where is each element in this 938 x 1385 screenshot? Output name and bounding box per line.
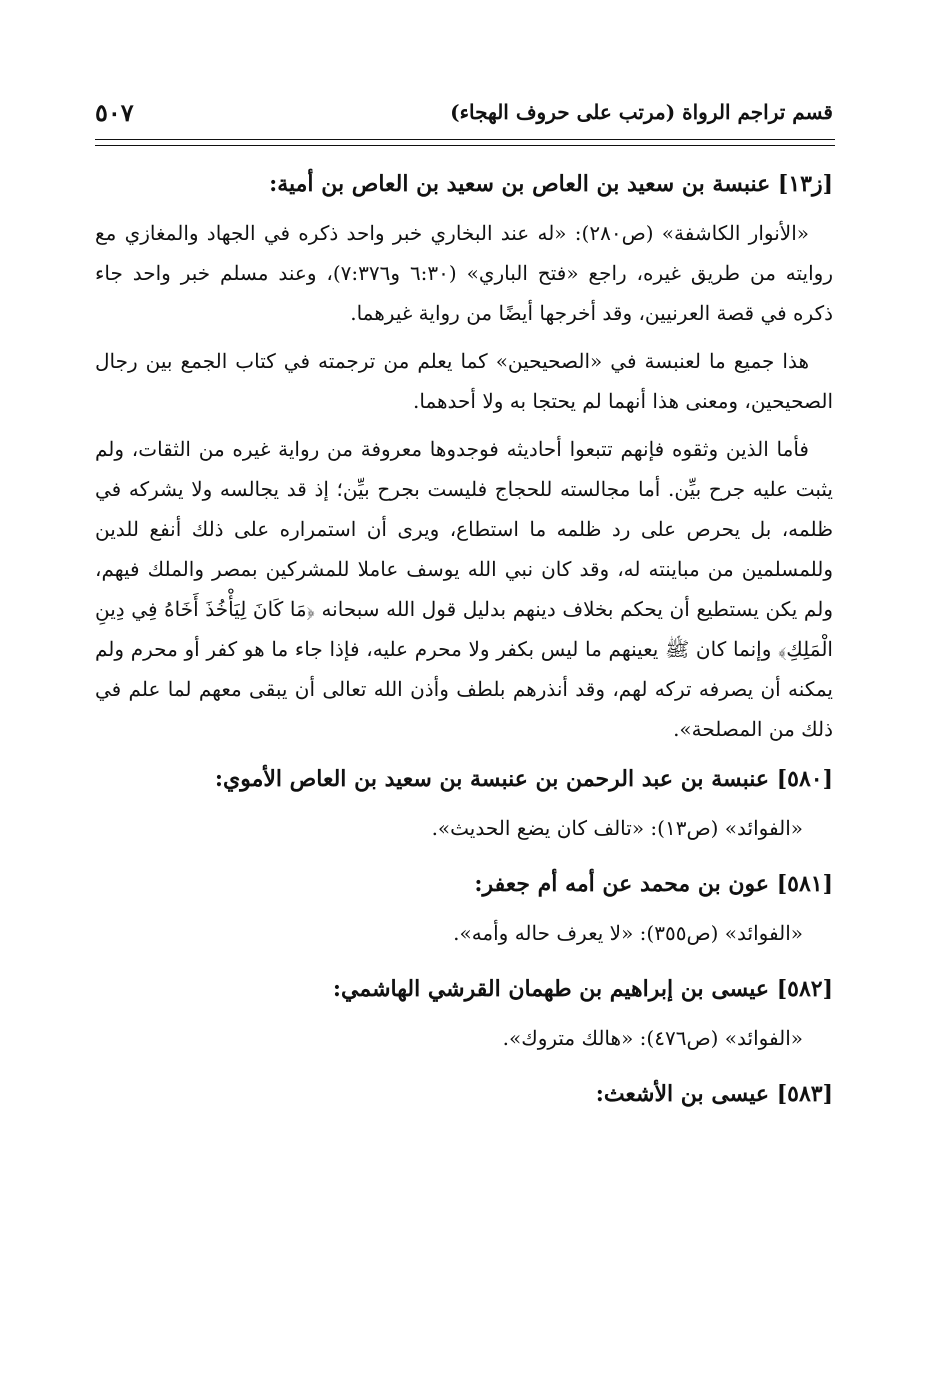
entry-paragraph: «الأنوار الكاشفة» (ص٢٨٠): «له عند البخاري خبر واحد ذكره في الجهاد والمغازي مع روايته من طريق غيره، راجع «فتح الباري» (٦:٣٠ و٧:٣٧٦)، وعند مسلم خبر واحد جاء ذكره في قصة العرنيين، وقد أخرجها أيضًا من رواية غيرهما.	[95, 221, 833, 325]
entry-quote-580: «الفوائد» (ص١٣): «تالف كان يضع الحديث».	[431, 816, 803, 840]
header-rule-bottom	[95, 145, 835, 146]
entry-heading-583: [٥٨٣] عيسى بن الأشعث:	[595, 1081, 833, 1107]
entry-quote-582: «الفوائد» (ص٤٧٦): «هالك متروك».	[502, 1026, 803, 1050]
entry-heading-580: [٥٨٠] عنبسة بن عبد الرحمن بن عنبسة بن سعيد بن العاص الأموي:	[214, 766, 833, 792]
page-number: ٥٠٧	[95, 97, 134, 127]
entry-paragraph: هذا جميع ما لعنبسة في «الصحيحين» كما يعلم من ترجمته في كتاب الجمع بين رجال الصحيحين، ومعنى هذا أنهما لم يحتجا به ولا أحدهما.	[95, 349, 833, 413]
entry-heading-581: [٥٨١] عون بن محمد عن أمه أم جعفر:	[474, 871, 833, 897]
entry-quote-581: «الفوائد» (ص٣٥٥): «لا يعرف حاله وأمه».	[453, 921, 803, 945]
entry-paragraph: فأما الذين وثقوه فإنهم تتبعوا أحاديثه فوجدوها معروفة من رواية غيره من الثقات، ولم يثبت عليه جرح بيِّن. أما مجالسته للحجاج فليست بجرح بيِّن؛ إذ قد يجالسه ولا يشركه في ظلمه، بل يحرص على رد ظلمه ما استطاع، ويرى أن استمراره على ذلك أنفع للدين وللمسلمين من مباينته له، وقد كان نبي الله يوسف عاملا للمشركين بمصر والملك فيهم، ولم يكن يستطيع أن يحكم بخلاف دينهم بدليل قول الله سبحانه ﴿مَا كَانَ لِيَأْخُذَ أَخَاهُ فِي دِينِ الْمَلِكِ﴾ وإنما كان ﷺ يعينهم ما ليس بكفر ولا محرم عليه، فإذا جاء ما هو كفر أو محرم ولم يمكنه أن يصرفه تركه لهم، وقد أنذرهم بلطف وأذن الله تعالى أن يبقى معهم لما علم في ذلك من المصلحة».	[95, 437, 833, 741]
running-header	[95, 92, 833, 132]
header-rule-top	[95, 139, 835, 140]
entry-heading-z13: [ز١٣] عنبسة بن سعيد بن العاص بن سعيد بن العاص بن أمية:	[269, 171, 833, 197]
page-body	[95, 162, 833, 1123]
section-title: قسم تراجم الرواة (مرتب على حروف الهجاء)	[450, 100, 833, 124]
entry-heading-582: [٥٨٢] عيسى بن إبراهيم بن طهمان القرشي الهاشمي:	[332, 976, 833, 1002]
